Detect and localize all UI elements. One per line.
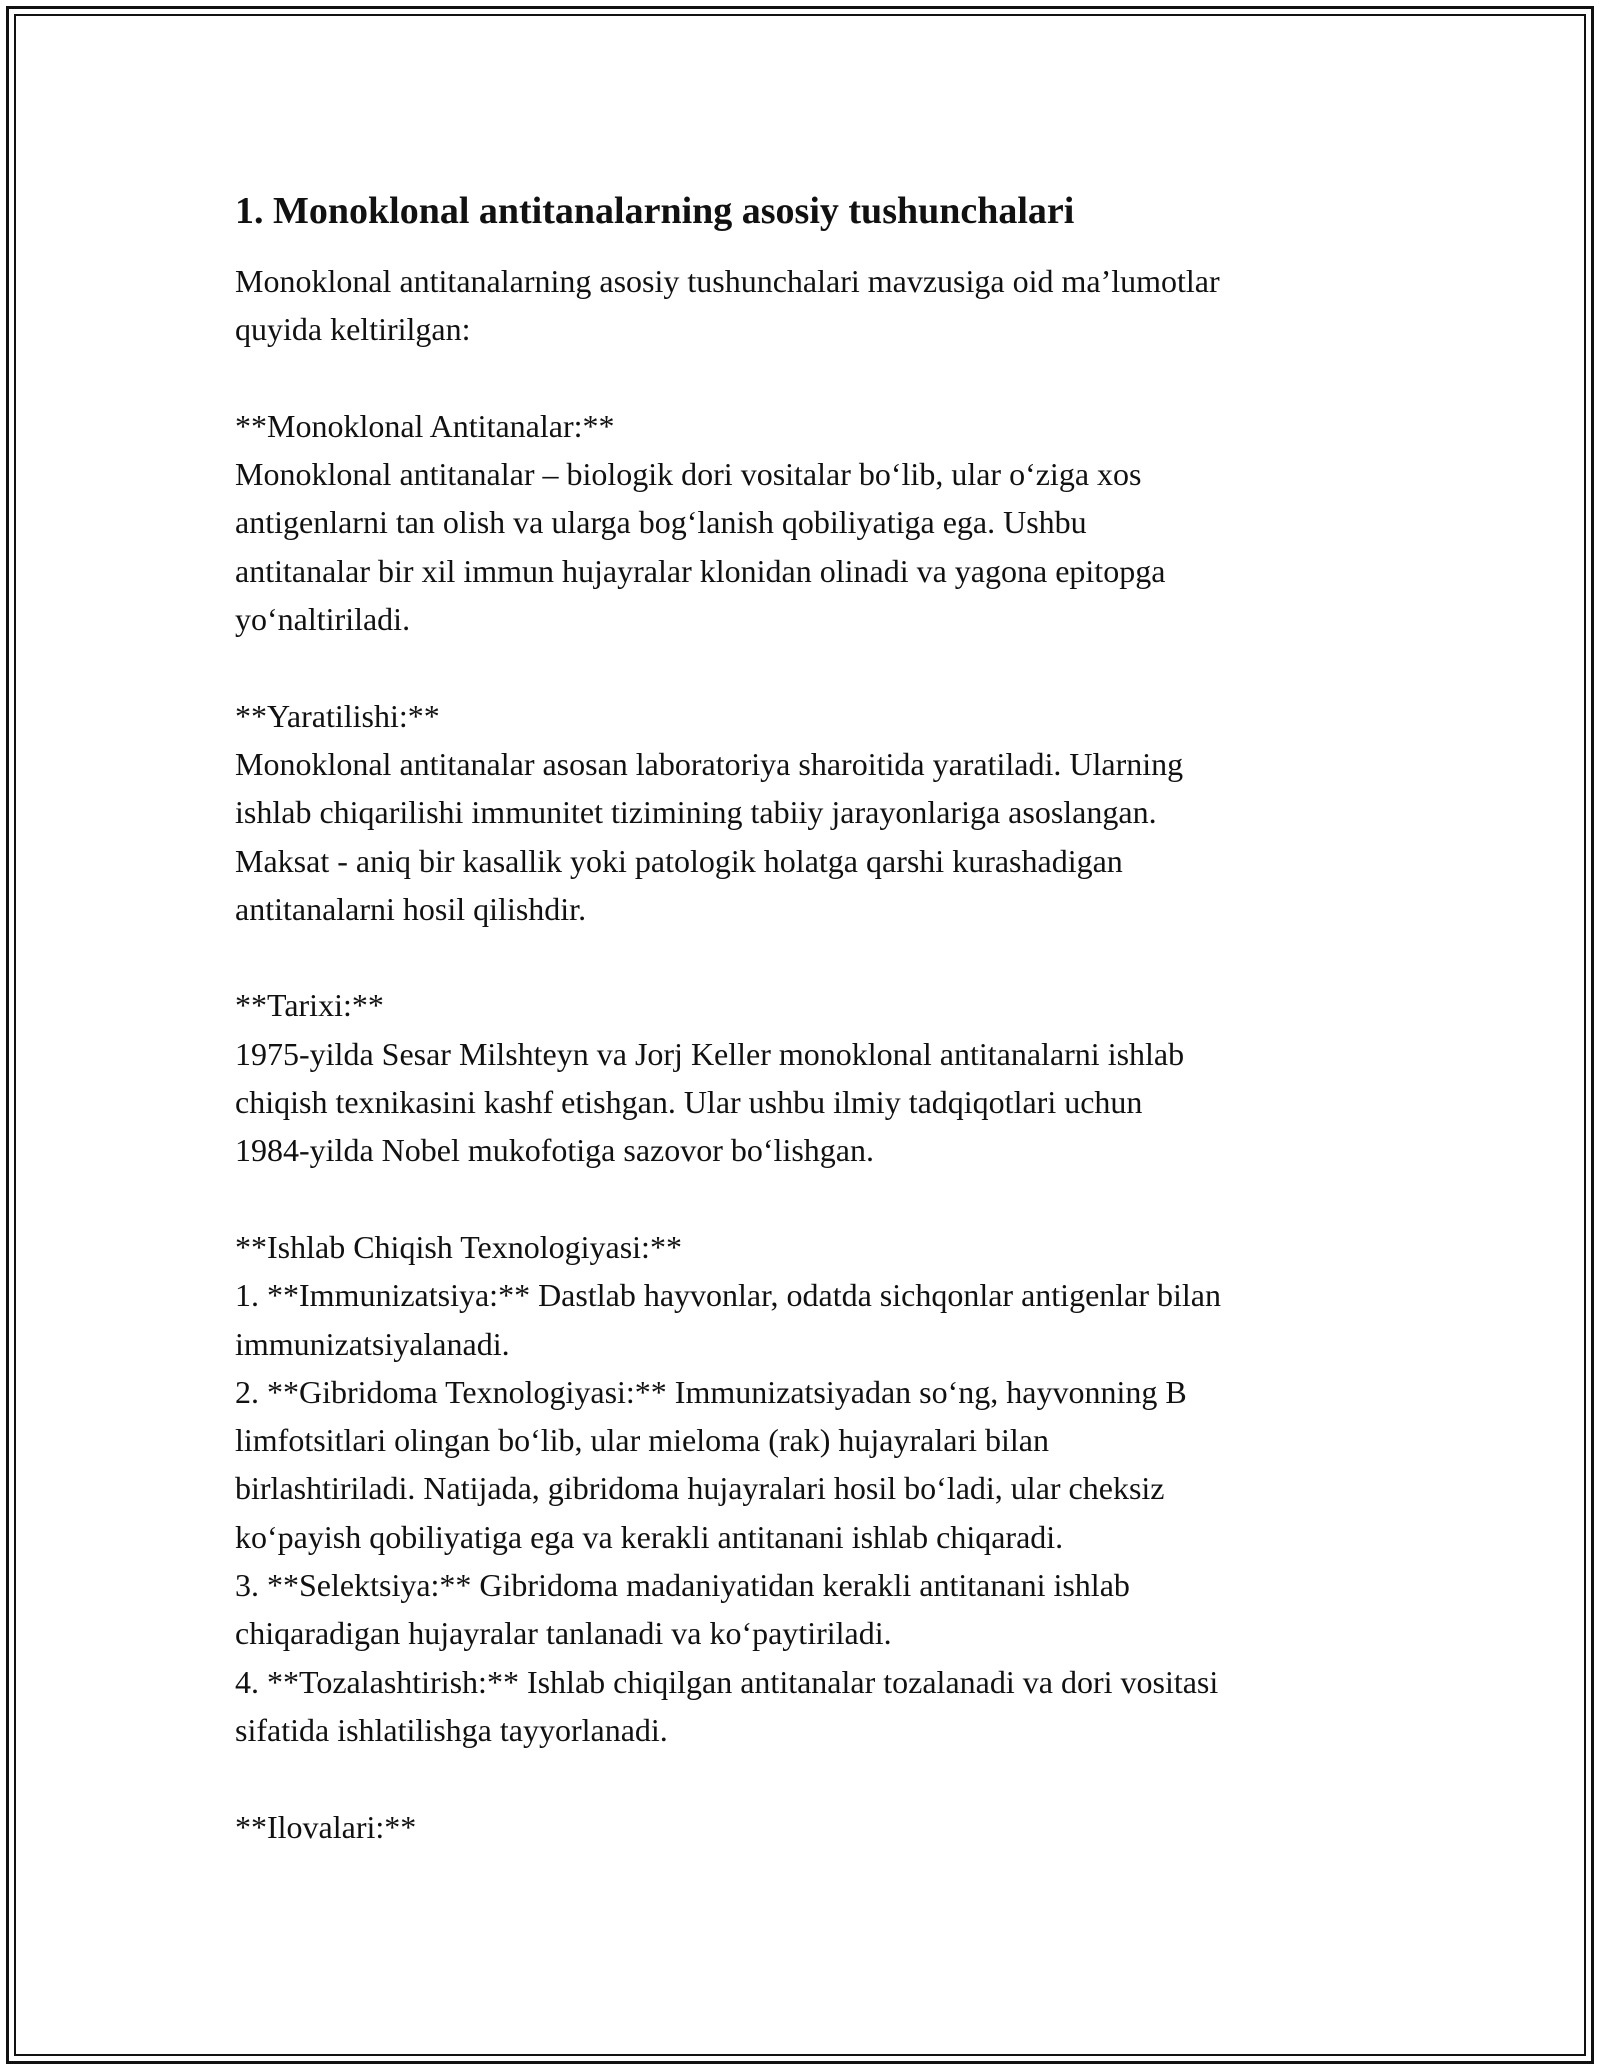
intro-line: Monoklonal antitanalarning asosiy tushunchalari mavzusiga oid ma’lumotlar (235, 263, 1220, 299)
section-line: immunizatsiyalanadi. (235, 1325, 510, 1362)
section-line: chiqish texnikasini kashf etishgan. Ular ushbu ilmiy tadqiqotlari uchun (235, 1084, 1143, 1121)
section-line: 2. **Gibridoma Texnologiyasi:** Immunizatsiyadan so‘ng, hayvonning B (235, 1373, 1187, 1410)
document-title: 1. Monoklonal antitanalarning asosiy tushunchalari (235, 190, 1075, 232)
intro-paragraph (235, 257, 1375, 354)
section-monoklonal (235, 402, 1375, 643)
section-line: birlashtiriladi. Natijada, gibridoma hujayralari hosil bo‘ladi, ular cheksiz (235, 1470, 1165, 1507)
section-line: ko‘payish qobiliyatiga ega va kerakli antitanani ishlab chiqaradi. (235, 1518, 1064, 1555)
paragraph-gap (235, 354, 1375, 402)
section-heading: **Monoklonal Antitanalar:** (235, 407, 615, 444)
section-texnologiya (235, 1223, 1375, 1754)
paragraph-gap (235, 1754, 1375, 1802)
section-line: 3. **Selektsiya:** Gibridoma madaniyatidan kerakli antitanani ishlab (235, 1567, 1130, 1604)
paragraph-gap (235, 1175, 1375, 1223)
section-heading: **Tarixi:** (235, 987, 384, 1024)
section-line: chiqaradigan hujayralar tanlanadi va ko‘paytiriladi. (235, 1615, 892, 1652)
paragraph-gap (235, 643, 1375, 691)
section-line: 1. **Immunizatsiya:** Dastlab hayvonlar, odatda sichqonlar antigenlar bilan (235, 1277, 1221, 1314)
section-line: 1975-yilda Sesar Milshteyn va Jorj Keller monoklonal antitanalarni ishlab (235, 1035, 1185, 1072)
document-body (235, 187, 1375, 1851)
section-line: Maksat - aniq bir kasallik yoki patologik holatga qarshi kurashadigan (235, 842, 1123, 879)
section-line: Monoklonal antitanalar – biologik dori vositalar bo‘lib, ular o‘ziga xos (235, 456, 1142, 493)
paragraph-gap (235, 933, 1375, 981)
section-line: limfotsitlari olingan bo‘lib, ular mieloma (rak) hujayralari bilan (235, 1422, 1049, 1459)
section-line: 4. **Tozalashtirish:** Ishlab chiqilgan antitanalar tozalanadi va dori vositasi (235, 1663, 1219, 1700)
section-line: antitanalarni hosil qilishdir. (235, 890, 587, 927)
section-line: antigenlarni tan olish va ularga bog‘lanish qobiliyatiga ega. Ushbu (235, 504, 1087, 541)
section-heading: **Ilovalari:** (235, 1808, 417, 1845)
section-yaratilishi (235, 692, 1375, 933)
section-line: sifatida ishlatilishga tayyorlanadi. (235, 1711, 668, 1748)
section-line: 1984-yilda Nobel mukofotiga sazovor bo‘lishgan. (235, 1132, 874, 1169)
section-tarixi (235, 981, 1375, 1174)
section-line: ishlab chiqarilishi immunitet tizimining tabiiy jarayonlariga asoslangan. (235, 794, 1157, 831)
section-line: yo‘naltiriladi. (235, 601, 411, 638)
section-line: Monoklonal antitanalar asosan laboratoriya sharoitida yaratiladi. Ularning (235, 745, 1184, 782)
section-ilovalari (235, 1803, 1375, 1851)
section-heading: **Yaratilishi:** (235, 697, 440, 734)
section-heading: **Ishlab Chiqish Texnologiyasi:** (235, 1228, 682, 1265)
intro-line: quyida keltirilgan: (235, 311, 471, 348)
section-line: antitanalar bir xil immun hujayralar klonidan olinadi va yagona epitopga (235, 552, 1166, 589)
